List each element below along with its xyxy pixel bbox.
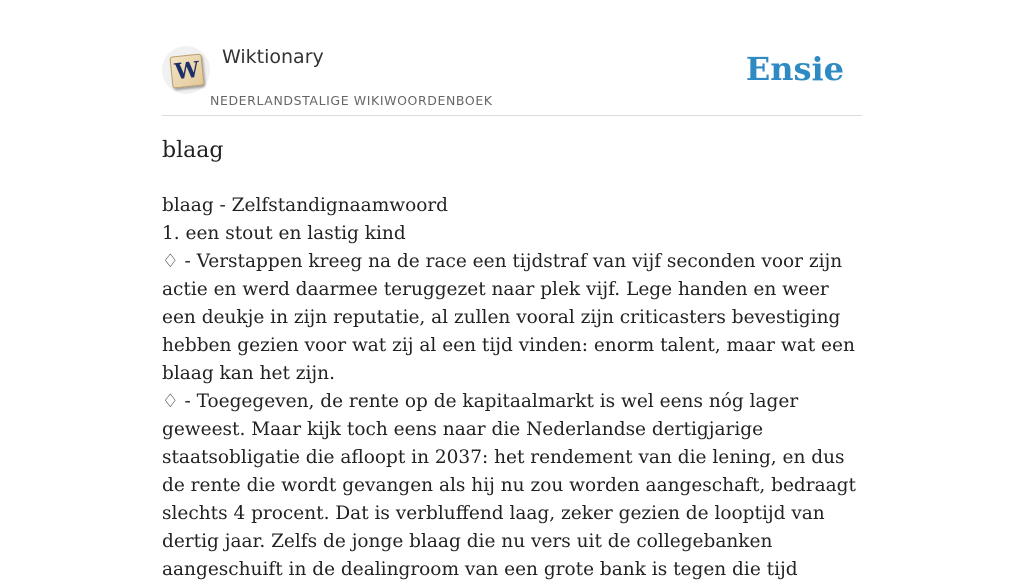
page-title: blaag [162,138,224,163]
example-sentence: ♢ - Verstappen kreeg na de race een tijdstraf van vijf seconden voor zijn actie en werd daarmee teruggezet naar plek vijf. Lege handen en weer een deukje in zijn reputatie, al zullen vooral zijn criticasters bevestiging hebben gezien voor wat zij al een tijd vinden: enorm talent, maar wat een blaag kan het zijn. [162,251,855,384]
site-name[interactable]: Wiktionary [222,46,324,68]
part-of-speech-line: blaag - Zelfstandignaamwoord [162,195,449,216]
ensie-brand-link[interactable]: Ensie [745,50,844,88]
example-sentence: ♢ - Toegegeven, de rente op de kapitaalmarkt is wel eens nóg lager geweest. Maar kijk toch eens naar die Nederlandse dertigjarige staatsobligatie die afloopt in 2037: het rendement van die lening, en dus de rente die wordt gevangen als hij nu zou worden aangeschaft, bedraagt slechts 4 procent. Dat is verbluffend laag, zeker gezien de looptijd van dertig jaar. Zelfs de jonge blaag die nu vers uit de collegebanken aangeschuift in de dealingroom van een grote bank is tegen die tijd [162,391,856,580]
logo-letter: W [169,53,204,88]
page [162,0,862,580]
definition: 1. een stout en lastig kind [162,223,406,244]
site-subtitle: NEDERLANDSTALIGE WIKIWOORDENBOEK [210,93,493,108]
site-header [162,0,862,116]
entry-content [162,192,862,584]
wiktionary-logo-icon[interactable] [162,46,210,94]
